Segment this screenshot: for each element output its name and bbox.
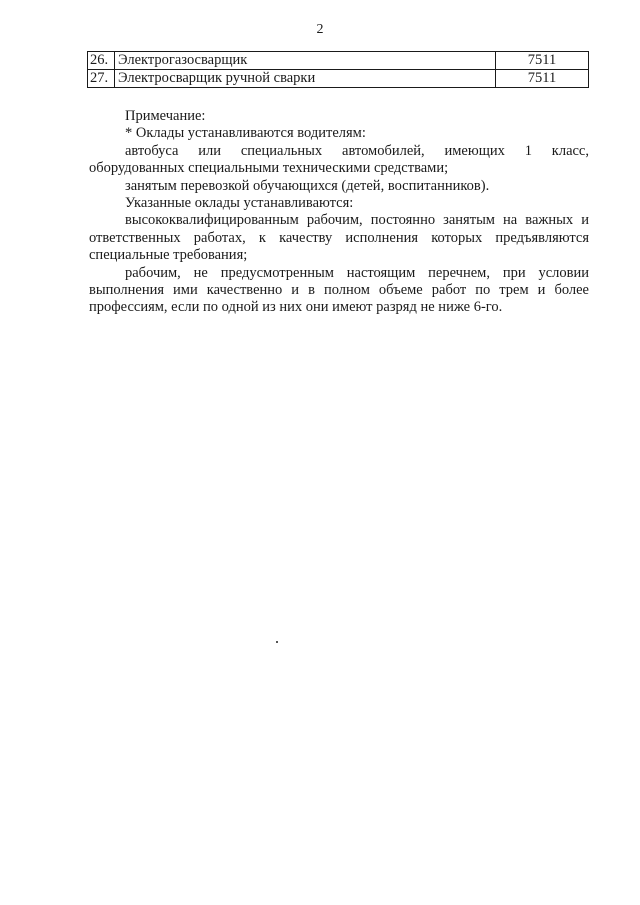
profession-name: Электросварщик ручной сварки [115, 70, 496, 88]
scan-speck [276, 641, 278, 643]
note-paragraph: Указанные оклады устанавливаются: [125, 195, 354, 212]
row-number: 26. [88, 52, 115, 70]
profession-name: Электрогазосварщик [115, 52, 496, 70]
profession-code: 7511 [496, 52, 589, 70]
table-row [88, 52, 589, 70]
notes-heading: Примечание: [125, 108, 206, 124]
row-number: 27. [88, 70, 115, 88]
note-paragraph: занятым перевозкой обучающихся (детей, воспитанников). [125, 177, 490, 194]
page-number: 2 [316, 22, 324, 37]
note-paragraph: высококвалифицированным рабочим, постоянно занятым на важных и ответственных работах, к качеству исполнения которых предъявляются специальные требования; [89, 212, 589, 264]
profession-code: 7511 [496, 70, 589, 88]
table-row [88, 70, 589, 88]
notes-section [89, 108, 589, 317]
note-paragraph: рабочим, не предусмотренным настоящим перечнем, при условии выполнения ими качественно и в полном объеме работ по трем и более профессиям, если по одной из них они имеют разряд не ниже 6-го. [89, 264, 589, 316]
note-paragraph: * Оклады устанавливаются водителям: [125, 125, 366, 142]
note-paragraph: автобуса или специальных автомобилей, имеющих 1 класс, оборудованных специальными техническими средствами; [89, 142, 589, 177]
profession-table [87, 51, 589, 88]
